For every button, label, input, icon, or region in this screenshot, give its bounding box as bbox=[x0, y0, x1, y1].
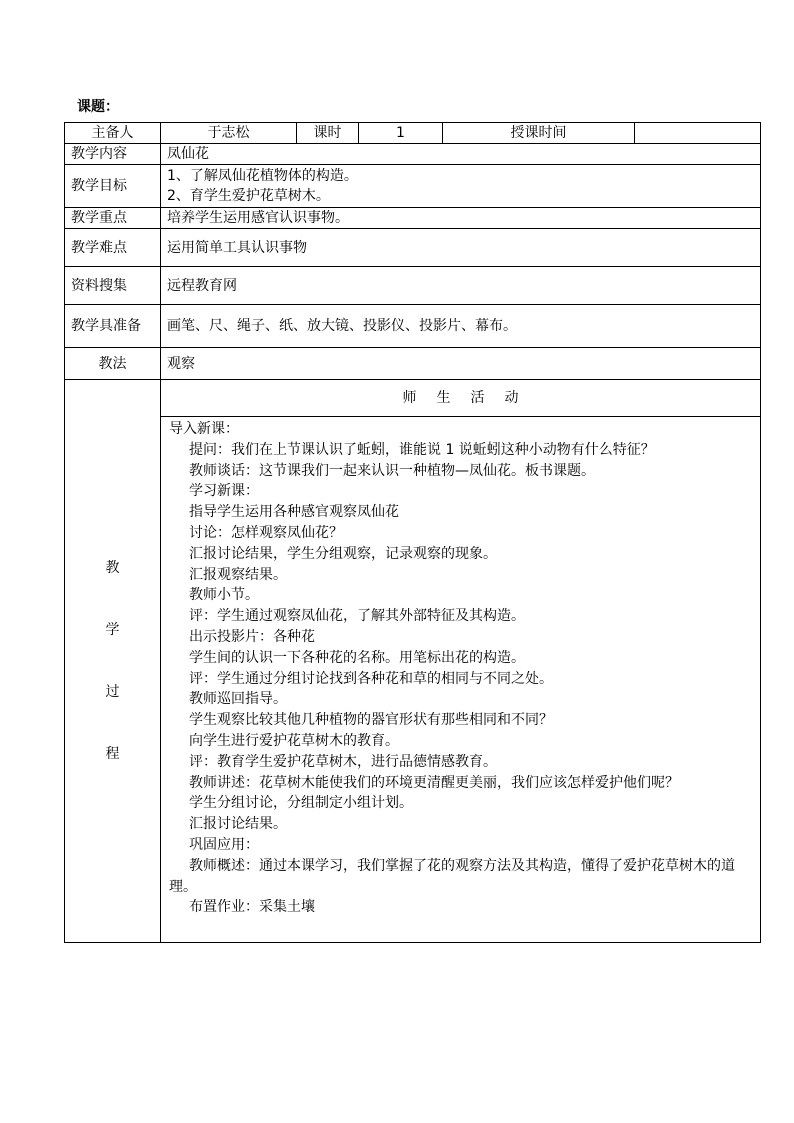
activity-line: 教师谈话：这节课我们一起来认识一种植物—凤仙花。板书课题。 bbox=[189, 462, 595, 479]
activity-lines bbox=[161, 417, 760, 942]
activity-line: 提问：我们在上节课认识了蚯蚓，谁能说 1 说蚯蚓这种小动物有什么特征？ bbox=[189, 441, 655, 458]
lead-value: 于志松 bbox=[161, 123, 297, 144]
row-label: 教学具准备 bbox=[65, 305, 161, 348]
row-value: 培养学生运用感官认识事物。 bbox=[161, 208, 761, 229]
row-value: 画笔、尺、绳子、纸、放大镜、投影仪、投影片、幕布。 bbox=[161, 305, 761, 348]
difficulty-row bbox=[65, 229, 761, 267]
row-value: 运用简单工具认识事物 bbox=[161, 229, 761, 267]
row-label: 教学重点 bbox=[65, 208, 161, 229]
goal-line: 2、育学生爱护花草树木。 bbox=[167, 188, 330, 204]
lesson-title: 课题： bbox=[77, 99, 119, 115]
meta-row bbox=[65, 123, 761, 144]
activity-line: 学生分组讨论，分组制定小组计划。 bbox=[189, 795, 413, 812]
materials-row bbox=[65, 305, 761, 348]
resources-row bbox=[65, 267, 761, 305]
goal-line: 1、了解凤仙花植物体的构造。 bbox=[167, 168, 358, 184]
activity-line: 出示投影片：各种花 bbox=[189, 628, 315, 645]
activity-line: 汇报观察结果。 bbox=[189, 566, 287, 583]
method-row bbox=[65, 348, 761, 380]
row-value: 远程教育网 bbox=[161, 267, 761, 305]
process-label bbox=[65, 380, 161, 943]
process-content bbox=[161, 380, 761, 943]
key-point-row bbox=[65, 208, 761, 229]
lesson-plan-table bbox=[64, 122, 761, 943]
goals-row bbox=[65, 165, 761, 208]
activity-line: 教师讲述：花草树木能使我们的环境更清醒更美丽，我们应该怎样爱护他们呢？ bbox=[189, 774, 679, 791]
lead-label: 主备人 bbox=[65, 123, 161, 144]
activity-line: 学生观察比较其他几种植物的器官形状有那些相同和不同？ bbox=[189, 712, 553, 729]
activity-line: 布置作业：采集土壤 bbox=[189, 899, 315, 916]
process-label-char: 学 bbox=[105, 622, 120, 639]
activity-line: 教师概述：通过本课学习，我们掌握了花的观察方法及其构造，懂得了爱护花草树木的道理。 bbox=[169, 857, 735, 895]
process-label-char: 教 bbox=[105, 560, 120, 577]
row-label: 教学目标 bbox=[65, 165, 161, 208]
activity-line: 指导学生运用各种感官观察凤仙花 bbox=[189, 504, 399, 521]
activity-line: 评：学生通过分组讨论找到各种花和草的相同与不同之处。 bbox=[189, 670, 553, 687]
activity-line: 教师巡回指导。 bbox=[189, 691, 287, 708]
process-label-char: 程 bbox=[105, 746, 120, 763]
activity-line: 汇报讨论结果。 bbox=[189, 816, 287, 833]
time-value bbox=[635, 123, 761, 144]
activity-line: 教师小节。 bbox=[189, 587, 259, 604]
activity-line: 向学生进行爱护花草树木的教育。 bbox=[189, 732, 399, 749]
activity-line: 巩固应用： bbox=[189, 836, 259, 853]
activity-line: 评：学生通过观察凤仙花，了解其外部特征及其构造。 bbox=[189, 608, 525, 625]
activity-line: 学习新课： bbox=[189, 483, 259, 500]
process-label-char: 过 bbox=[105, 684, 120, 701]
activity-line: 评：教育学生爱护花草树木，进行品德情感教育。 bbox=[189, 753, 497, 770]
activity-line: 导入新课： bbox=[169, 421, 239, 437]
process-row bbox=[65, 380, 761, 943]
row-label: 教学内容 bbox=[65, 144, 161, 165]
row-label: 教法 bbox=[65, 348, 161, 380]
row-value bbox=[161, 165, 761, 208]
activity-line: 讨论：怎样观察凤仙花？ bbox=[189, 524, 343, 541]
row-label: 教学难点 bbox=[65, 229, 161, 267]
row-value: 观察 bbox=[161, 348, 761, 380]
time-label: 授课时间 bbox=[443, 123, 635, 144]
activity-line: 汇报讨论结果，学生分组观察，记录观察的现象。 bbox=[189, 545, 497, 562]
row-value: 凤仙花 bbox=[161, 144, 761, 165]
row-label: 资料搜集 bbox=[65, 267, 161, 305]
period-value: 1 bbox=[359, 123, 443, 144]
activity-line: 学生间的认识一下各种花的名称。用笔标出花的构造。 bbox=[189, 649, 525, 666]
content-row bbox=[65, 144, 761, 165]
period-label: 课时 bbox=[297, 123, 359, 144]
activity-heading: 师生活动 bbox=[161, 380, 760, 417]
